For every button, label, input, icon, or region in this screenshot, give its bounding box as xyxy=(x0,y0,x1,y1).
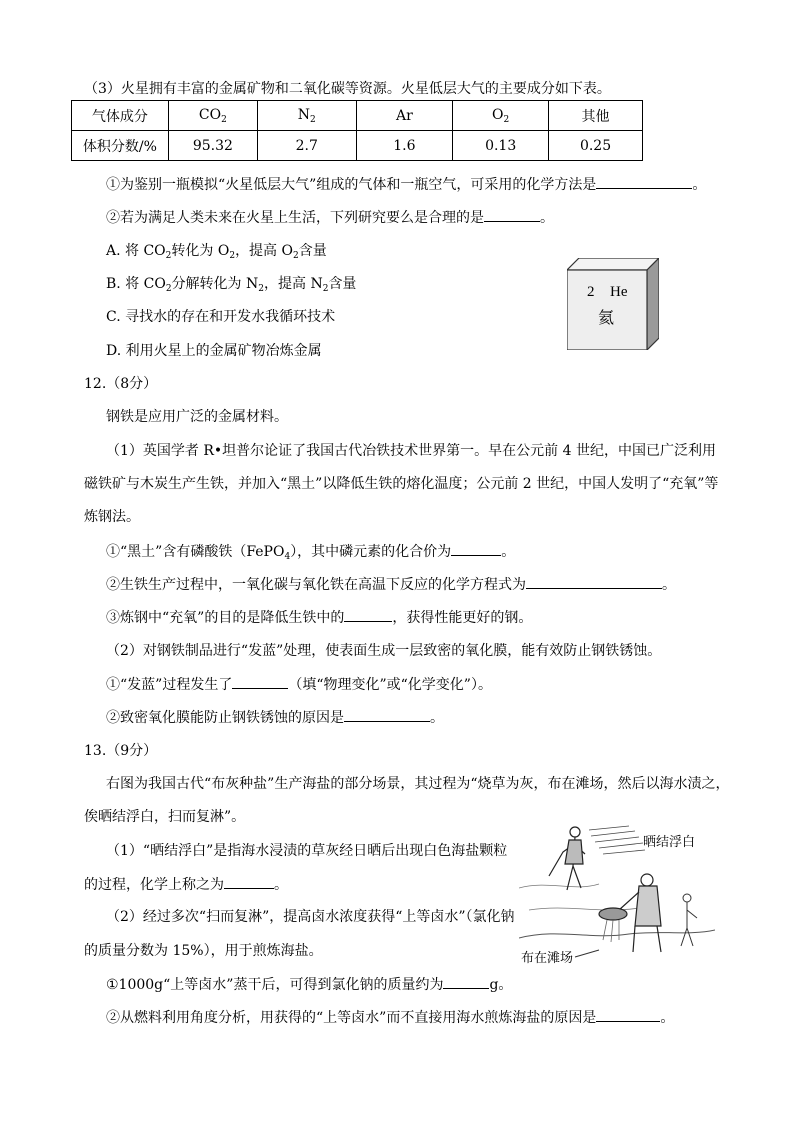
answer-blank[interactable] xyxy=(596,1007,660,1022)
q12-title: 12.（8分） xyxy=(84,376,158,392)
q13-intro-line2: 俟晒结浮白，扫而复淋”。 xyxy=(84,809,246,825)
answer-blank[interactable] xyxy=(232,674,288,689)
gas-co2: $CO_2$ xyxy=(168,101,257,131)
table-cell: 0.13 xyxy=(453,131,549,161)
gas-other: 其他 xyxy=(549,101,643,131)
answer-blank[interactable] xyxy=(451,541,501,556)
answer-blank[interactable] xyxy=(344,707,430,722)
answer-blank[interactable] xyxy=(443,974,489,989)
q13-p2-line2: 的质量分数为 15%），用于煎炼海盐。 xyxy=(84,943,323,959)
table-row xyxy=(72,131,643,161)
option-d: D. 利用火星上的金属矿物冶炼金属 xyxy=(106,343,322,359)
element-name: 氦 xyxy=(598,308,615,327)
option-c: C. 寻找水的存在和开发水我循环技术 xyxy=(106,309,336,325)
atomic-number: 2 xyxy=(587,284,595,300)
mars-atmosphere-table xyxy=(71,100,643,161)
table-cell: 1.6 xyxy=(356,131,453,161)
q13-sub1: ①1000g“上等卤水”蒸干后，可得到氯化钠的质量约为 g。 xyxy=(106,974,512,995)
q12-p1-line2: 磁铁矿与木炭生产生铁，并加入“黑土”以降低生铁的熔化温度；公元前 2 世纪，中国人发明了“充氧”等 xyxy=(84,476,719,492)
option-a: A. 将 $CO_2$转化为 $O_2$，提高 $O_2$含量 xyxy=(106,243,327,261)
answer-blank[interactable] xyxy=(224,874,274,889)
q13-p1-line1: （1）“晒结浮白”是指海水浸渍的草灰经日晒后出现白色海盐颗粒 xyxy=(106,843,508,859)
element-symbol: He xyxy=(610,284,628,300)
answer-blank[interactable] xyxy=(484,207,540,222)
table-header-label: 气体成分 xyxy=(72,101,169,131)
answer-blank[interactable] xyxy=(526,574,662,589)
table-cell: 2.7 xyxy=(257,131,356,161)
q13-title: 13.（9分） xyxy=(84,743,158,759)
q12-t2: ②致密氧化膜能防止钢铁锈蚀的原因是 。 xyxy=(106,707,444,728)
label-shai-jie-fu-bai: 晒结浮白 xyxy=(643,835,696,850)
salt-production-illustration xyxy=(519,818,715,968)
q13-sub2: ②从燃料利用角度分析，用获得的“上等卤水”而不直接用海水煎炼海盐的原因是 。 xyxy=(106,1007,674,1028)
q12-t1: ①“发蓝”过程发生了 （填“物理变化”或“化学变化”）。 xyxy=(106,674,492,695)
q11-3-sub2: ②若为满足人类未来在火星上生活，下列研究要么是合理的是 。 xyxy=(106,207,554,228)
q11-3-intro: （3）火星拥有丰富的金属矿物和二氧化碳等资源。火星低层大气的主要成分如下表。 xyxy=(84,81,611,97)
table-row-label: 体积分数/% xyxy=(72,131,169,161)
gas-n2: $N_2$ xyxy=(257,101,356,131)
q13-p1-line2: 的过程，化学上称之为 。 xyxy=(84,874,288,895)
q13-p2-line1: （2）经过多次“扫而复淋”，提高卤水浓度获得“上等卤水”（氯化钠 xyxy=(106,909,515,925)
q12-intro: 钢铁是应用广泛的金属材料。 xyxy=(106,409,288,425)
answer-blank[interactable] xyxy=(596,174,692,189)
gas-ar: Ar xyxy=(356,101,453,131)
label-bu-zai-tan-chang: 布在滩场 xyxy=(521,951,574,966)
q12-p2: （2）对钢铁制品进行“发蓝”处理，使表面生成一层致密的氧化膜，能有效防止钢铁锈蚀。 xyxy=(106,643,662,659)
q12-sub2: ②生铁生产过程中，一氧化碳与氧化铁在高温下反应的化学方程式为 。 xyxy=(106,574,676,595)
answer-blank[interactable] xyxy=(344,607,392,622)
table-row xyxy=(72,101,643,131)
q11-3-sub1: ①为鉴别一瓶模拟“火星低层大气”组成的气体和一瓶空气，可采用的化学方法是 。 xyxy=(106,174,706,195)
option-b: B. 将 $CO_2$分解转化为 $N_2$，提高 $N_2$含量 xyxy=(106,276,357,294)
table-cell: 95.32 xyxy=(168,131,257,161)
helium-element-cube xyxy=(567,258,659,350)
q12-p1-line3: 炼钢法。 xyxy=(84,509,140,525)
q12-sub3: ③炼钢中“充氧”的目的是降低生铁中的 ，获得性能更好的钢。 xyxy=(106,607,532,628)
q12-p1-line1: （1）英国学者 R•坦普尔论证了我国古代冶铁技术世界第一。早在公元前 4 世纪，中国已广泛利用 xyxy=(106,443,716,459)
q13-intro-line1: 右图为我国古代“布灰种盐”生产海盐的部分场景，其过程为“烧草为灰，布在滩场，然后以海水渍之， xyxy=(106,776,730,792)
gas-o2: $O_2$ xyxy=(453,101,549,131)
table-cell: 0.25 xyxy=(549,131,643,161)
q12-sub1: ①“黑土”含有磷酸铁（FePO$_4$），其中磷元素的化合价为 。 xyxy=(106,541,515,567)
